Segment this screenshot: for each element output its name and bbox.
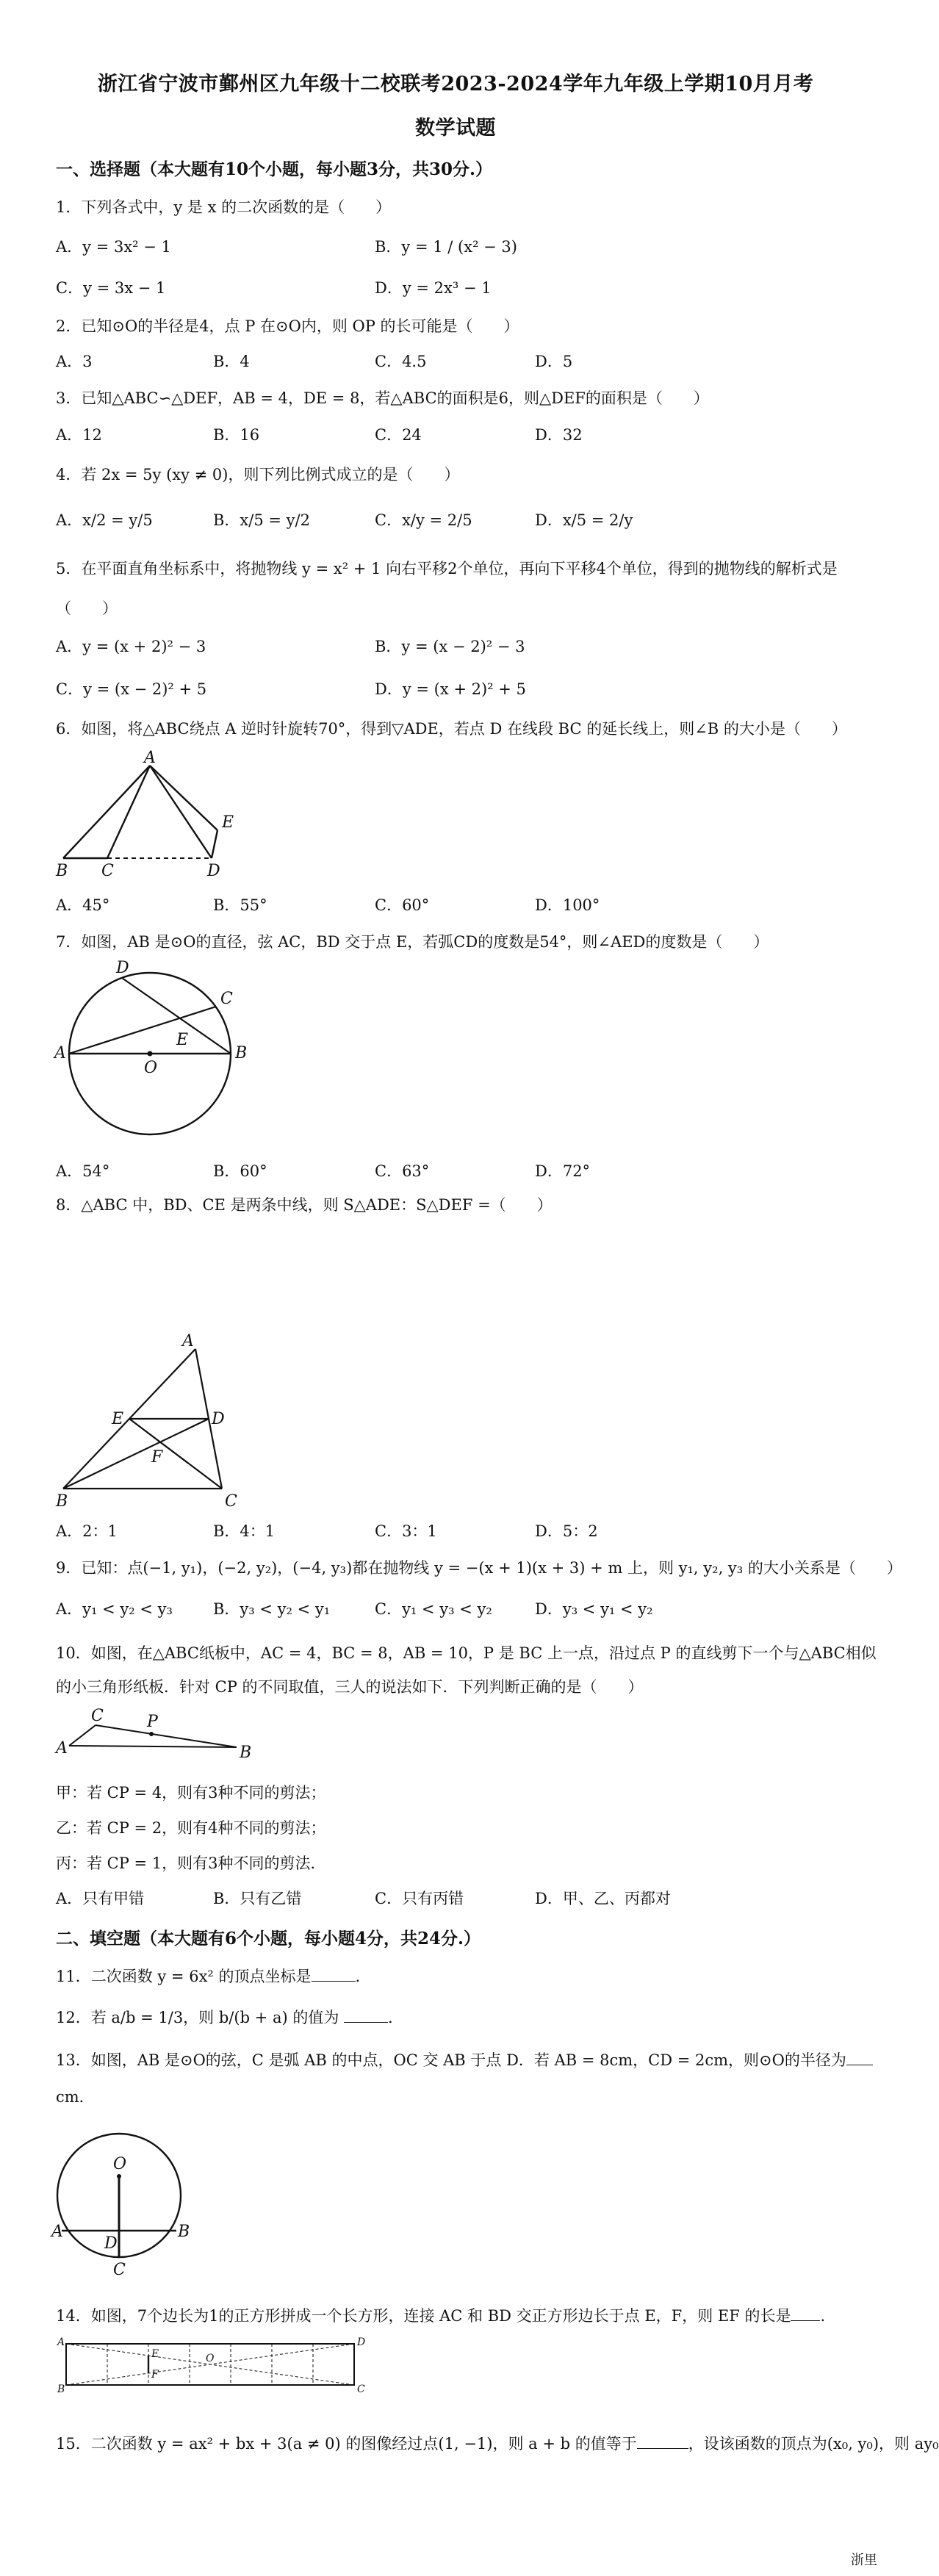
question-2-stem: 2．已知⊙O的半径是4，点 P 在⊙O内，则 OP 的长可能是（ ）	[56, 317, 519, 335]
question-7-stem: 7．如图，AB 是⊙O的直径，弦 AC，BD 交于点 E，若弧CD的度数是54°，则∠AED的度数是（ ）	[56, 933, 769, 951]
q1-option-a: A．y = 3x² − 1	[56, 238, 171, 256]
center-dot	[148, 1051, 153, 1057]
answer-blank	[344, 2009, 388, 2023]
segment-cb	[96, 1725, 237, 1747]
q10-option-b: B．只有乙错	[213, 1890, 302, 1907]
question-15-text-cont: ，设该函数的顶点为(x₀, y₀)，则 ay₀	[688, 2435, 939, 2453]
segment-ad	[150, 766, 212, 858]
label-a: A	[182, 1332, 194, 1350]
label-a: A	[144, 749, 156, 767]
q6-option-a: A．45°	[56, 896, 110, 914]
q10-statement-jia: 甲：若 CP = 4，则有3种不同的剪法；	[56, 1784, 326, 1802]
question-11: 11．二次函数 y = 6x² 的顶点坐标是 .	[56, 1968, 361, 1985]
q5-option-a: A．y = (x + 2)² − 3	[56, 638, 206, 655]
q2-option-d: D．5	[535, 353, 573, 370]
question-10-stem-cont: 的小三角形纸板．针对 CP 的不同取值，三人的说法如下．下列判断正确的是（ ）	[56, 1678, 644, 1696]
label-b: B	[56, 1492, 68, 1511]
label-b: B	[240, 1744, 252, 1762]
question-10-stem: 10．如图，在△ABC纸板中，AC = 4，BC = 8，AB = 10，P 是 BC 上一点，沿过点 P 的直线剪下一个与△ABC相似	[56, 1644, 877, 1662]
label-o: O	[144, 1059, 158, 1077]
question-13-unit: cm．	[56, 2088, 95, 2106]
center-dot	[117, 2174, 121, 2179]
q2-option-b: B．4	[213, 353, 250, 370]
q3-option-b: B．16	[213, 426, 260, 444]
label-c: C	[113, 2261, 126, 2279]
segment-de	[212, 830, 217, 858]
label-a: A	[51, 2223, 63, 2241]
q4-option-c: C．x/y = 2/5	[375, 511, 472, 529]
question-11-text: 11．二次函数 y = 6x² 的顶点坐标是	[56, 1968, 312, 1985]
label-d: D	[357, 2336, 366, 2348]
segment-ab	[69, 1746, 237, 1747]
q4-option-a: A．x/2 = y/5	[56, 511, 153, 529]
figure-q6-rotation	[56, 749, 247, 882]
question-3-stem: 3．已知△ABC∽△DEF，AB = 4，DE = 8，若△ABC的面积是6，则△DEF的面积是（ ）	[56, 389, 709, 407]
label-b: B	[178, 2223, 190, 2241]
question-12: 12．若 a/b = 1/3，则 b/(b + a) 的值为 .	[56, 2009, 393, 2026]
q7-option-d: D．72°	[535, 1162, 591, 1180]
q2-option-a: A．3	[56, 353, 93, 370]
point-p	[149, 1732, 154, 1736]
q2-option-c: C．4.5	[375, 353, 427, 370]
label-d: D	[104, 2234, 118, 2253]
q8-option-a: A．2：1	[56, 1522, 118, 1540]
q1-option-b: B．y = 1 / (x² − 3)	[375, 238, 517, 256]
label-a: A	[57, 2336, 65, 2348]
label-b: B	[56, 862, 68, 880]
label-f: F	[151, 1448, 163, 1467]
q9-option-b: B．y₃ < y₂ < y₁	[213, 1600, 331, 1618]
answer-blank	[637, 2435, 688, 2449]
answer-blank	[791, 2307, 820, 2321]
q9-option-a: A．y₁ < y₂ < y₃	[56, 1600, 173, 1618]
label-d: D	[212, 1410, 225, 1428]
answer-blank	[312, 1968, 356, 1982]
figure-q14-rectangle	[56, 2336, 372, 2395]
question-5-stem-cont: （ ）	[56, 600, 118, 617]
q6-option-c: C．60°	[375, 896, 430, 914]
q8-option-b: B．4：1	[213, 1522, 276, 1540]
question-6-stem: 6．如图，将△ABC绕点 A 逆时针旋转70°，得到▽ADE，若点 D 在线段 BC 的延长线上，则∠B 的大小是（ ）	[56, 720, 847, 738]
q3-option-a: A．12	[56, 426, 102, 444]
q6-option-d: D．100°	[535, 896, 600, 914]
exam-subtitle: 数学试题	[415, 117, 496, 140]
label-e: E	[222, 813, 234, 832]
question-9-stem: 9．已知：点(−1, y₁)，(−2, y₂)，(−4, y₃)都在抛物线 y = −(x + 1)(x + 3) + m 上，则 y₁, y₂, y₃ 的大小关系是（ ）	[56, 1559, 902, 1577]
question-12-text: 12．若 a/b = 1/3，则 b/(b + a) 的值为	[56, 2009, 339, 2026]
label-b: B	[235, 1044, 248, 1062]
q3-option-d: D．32	[535, 426, 583, 444]
label-a: A	[56, 1739, 68, 1757]
q7-option-b: B．60°	[213, 1162, 267, 1180]
label-c: C	[91, 1707, 104, 1725]
question-14-text: 14．如图，7个边长为1的正方形拼成一个长方形，连接 AC 和 BD 交正方形边长于点 E，F，则 EF 的长是	[56, 2307, 791, 2325]
question-13	[56, 2048, 873, 2070]
figure-q10-paper-triangle	[56, 1705, 262, 1763]
segment-ac	[69, 1725, 96, 1746]
label-e: E	[151, 2348, 159, 2360]
label-o: O	[113, 2155, 127, 2173]
q10-option-c: C．只有丙错	[375, 1890, 464, 1907]
median-bd	[63, 1419, 209, 1489]
q1-option-c: C．y = 3x − 1	[56, 279, 166, 297]
question-4-stem: 4．若 2x = 5y (xy ≠ 0)，则下列比例式成立的是（ ）	[56, 466, 460, 483]
q7-option-c: C．63°	[375, 1162, 430, 1180]
q5-option-d: D．y = (x + 2)² + 5	[375, 680, 526, 698]
label-p: P	[147, 1713, 158, 1731]
section-heading-fill: 二、填空题（本大题有6个小题，每小题4分，共24分.）	[56, 1929, 481, 1949]
label-a: A	[54, 1044, 66, 1062]
label-f: F	[151, 2369, 159, 2381]
question-1-stem: 1．下列各式中，y 是 x 的二次函数的是（ ）	[56, 198, 392, 216]
question-14: 14．如图，7个边长为1的正方形拼成一个长方形，连接 AC 和 BD 交正方形边长于点 E，F，则 EF 的长是 .	[56, 2307, 826, 2325]
q10-option-a: A．只有甲错	[56, 1890, 145, 1907]
label-c: C	[101, 862, 114, 880]
label-c: C	[220, 990, 233, 1008]
label-d: D	[116, 959, 129, 977]
q10-statement-bing: 丙：若 CP = 1，则有3种不同的剪法．	[56, 1854, 326, 1872]
q3-option-c: C．24	[375, 426, 422, 444]
q10-statement-yi: 乙：若 CP = 2，则有4种不同的剪法；	[56, 1819, 326, 1837]
label-c: C	[225, 1492, 237, 1511]
q5-option-c: C．y = (x − 2)² + 5	[56, 680, 207, 698]
q9-option-d: D．y₃ < y₁ < y₂	[535, 1600, 653, 1618]
q4-option-b: B．x/5 = y/2	[213, 511, 310, 529]
question-8-stem: 8．△ABC 中，BD、CE 是两条中线，则 S△ADE：S△DEF =（ ）	[56, 1196, 553, 1214]
label-e: E	[112, 1410, 124, 1428]
question-13-text: 13．如图，AB 是⊙O的弦，C 是弧 AB 的中点，OC 交 AB 于点 D．若 AB = 8cm，CD = 2cm，则⊙O的半径为	[56, 2051, 846, 2069]
section-heading-choice: 一、选择题（本大题有10个小题，每小题3分，共30分.）	[56, 159, 493, 179]
q1-option-d: D．y = 2x³ − 1	[375, 279, 492, 297]
label-d: D	[207, 862, 220, 880]
q6-option-b: B．55°	[213, 896, 267, 914]
q5-option-b: B．y = (x − 2)² − 3	[375, 638, 525, 655]
question-15-text: 15．二次函数 y = ax² + bx + 3(a ≠ 0) 的图像经过点(1, −1)，则 a + b 的值等于	[56, 2435, 637, 2453]
label-b: B	[57, 2383, 65, 2395]
q4-option-d: D．x/5 = 2/y	[535, 511, 633, 529]
label-e: E	[176, 1031, 189, 1049]
segment-ac	[107, 766, 150, 858]
question-15	[56, 2432, 939, 2454]
q7-option-a: A．54°	[56, 1162, 110, 1180]
page-footer: 浙里	[851, 2552, 877, 2568]
figure-q7-circle	[51, 960, 257, 1143]
median-ce	[129, 1419, 222, 1489]
figure-q13-circle	[51, 2122, 198, 2284]
segment-ab	[63, 766, 150, 858]
segment-ae	[150, 766, 217, 830]
question-5-stem: 5．在平面直角坐标系中，将抛物线 y = x² + 1 向右平移2个单位，再向下平移4个单位，得到的抛物线的解析式是	[56, 560, 838, 578]
label-o: O	[206, 2353, 215, 2364]
exam-title: 浙江省宁波市鄞州区九年级十二校联考2023-2024学年九年级上学期10月月考	[97, 73, 814, 96]
chord-ac	[69, 1007, 216, 1054]
q10-option-d: D．甲、乙、丙都对	[535, 1890, 671, 1907]
q8-option-d: D．5：2	[535, 1522, 598, 1540]
q8-option-c: C．3：1	[375, 1522, 437, 1540]
answer-blank	[846, 2051, 873, 2065]
q9-option-c: C．y₁ < y₃ < y₂	[375, 1600, 492, 1618]
label-c: C	[357, 2383, 365, 2395]
figure-q8-triangle	[56, 1334, 262, 1511]
